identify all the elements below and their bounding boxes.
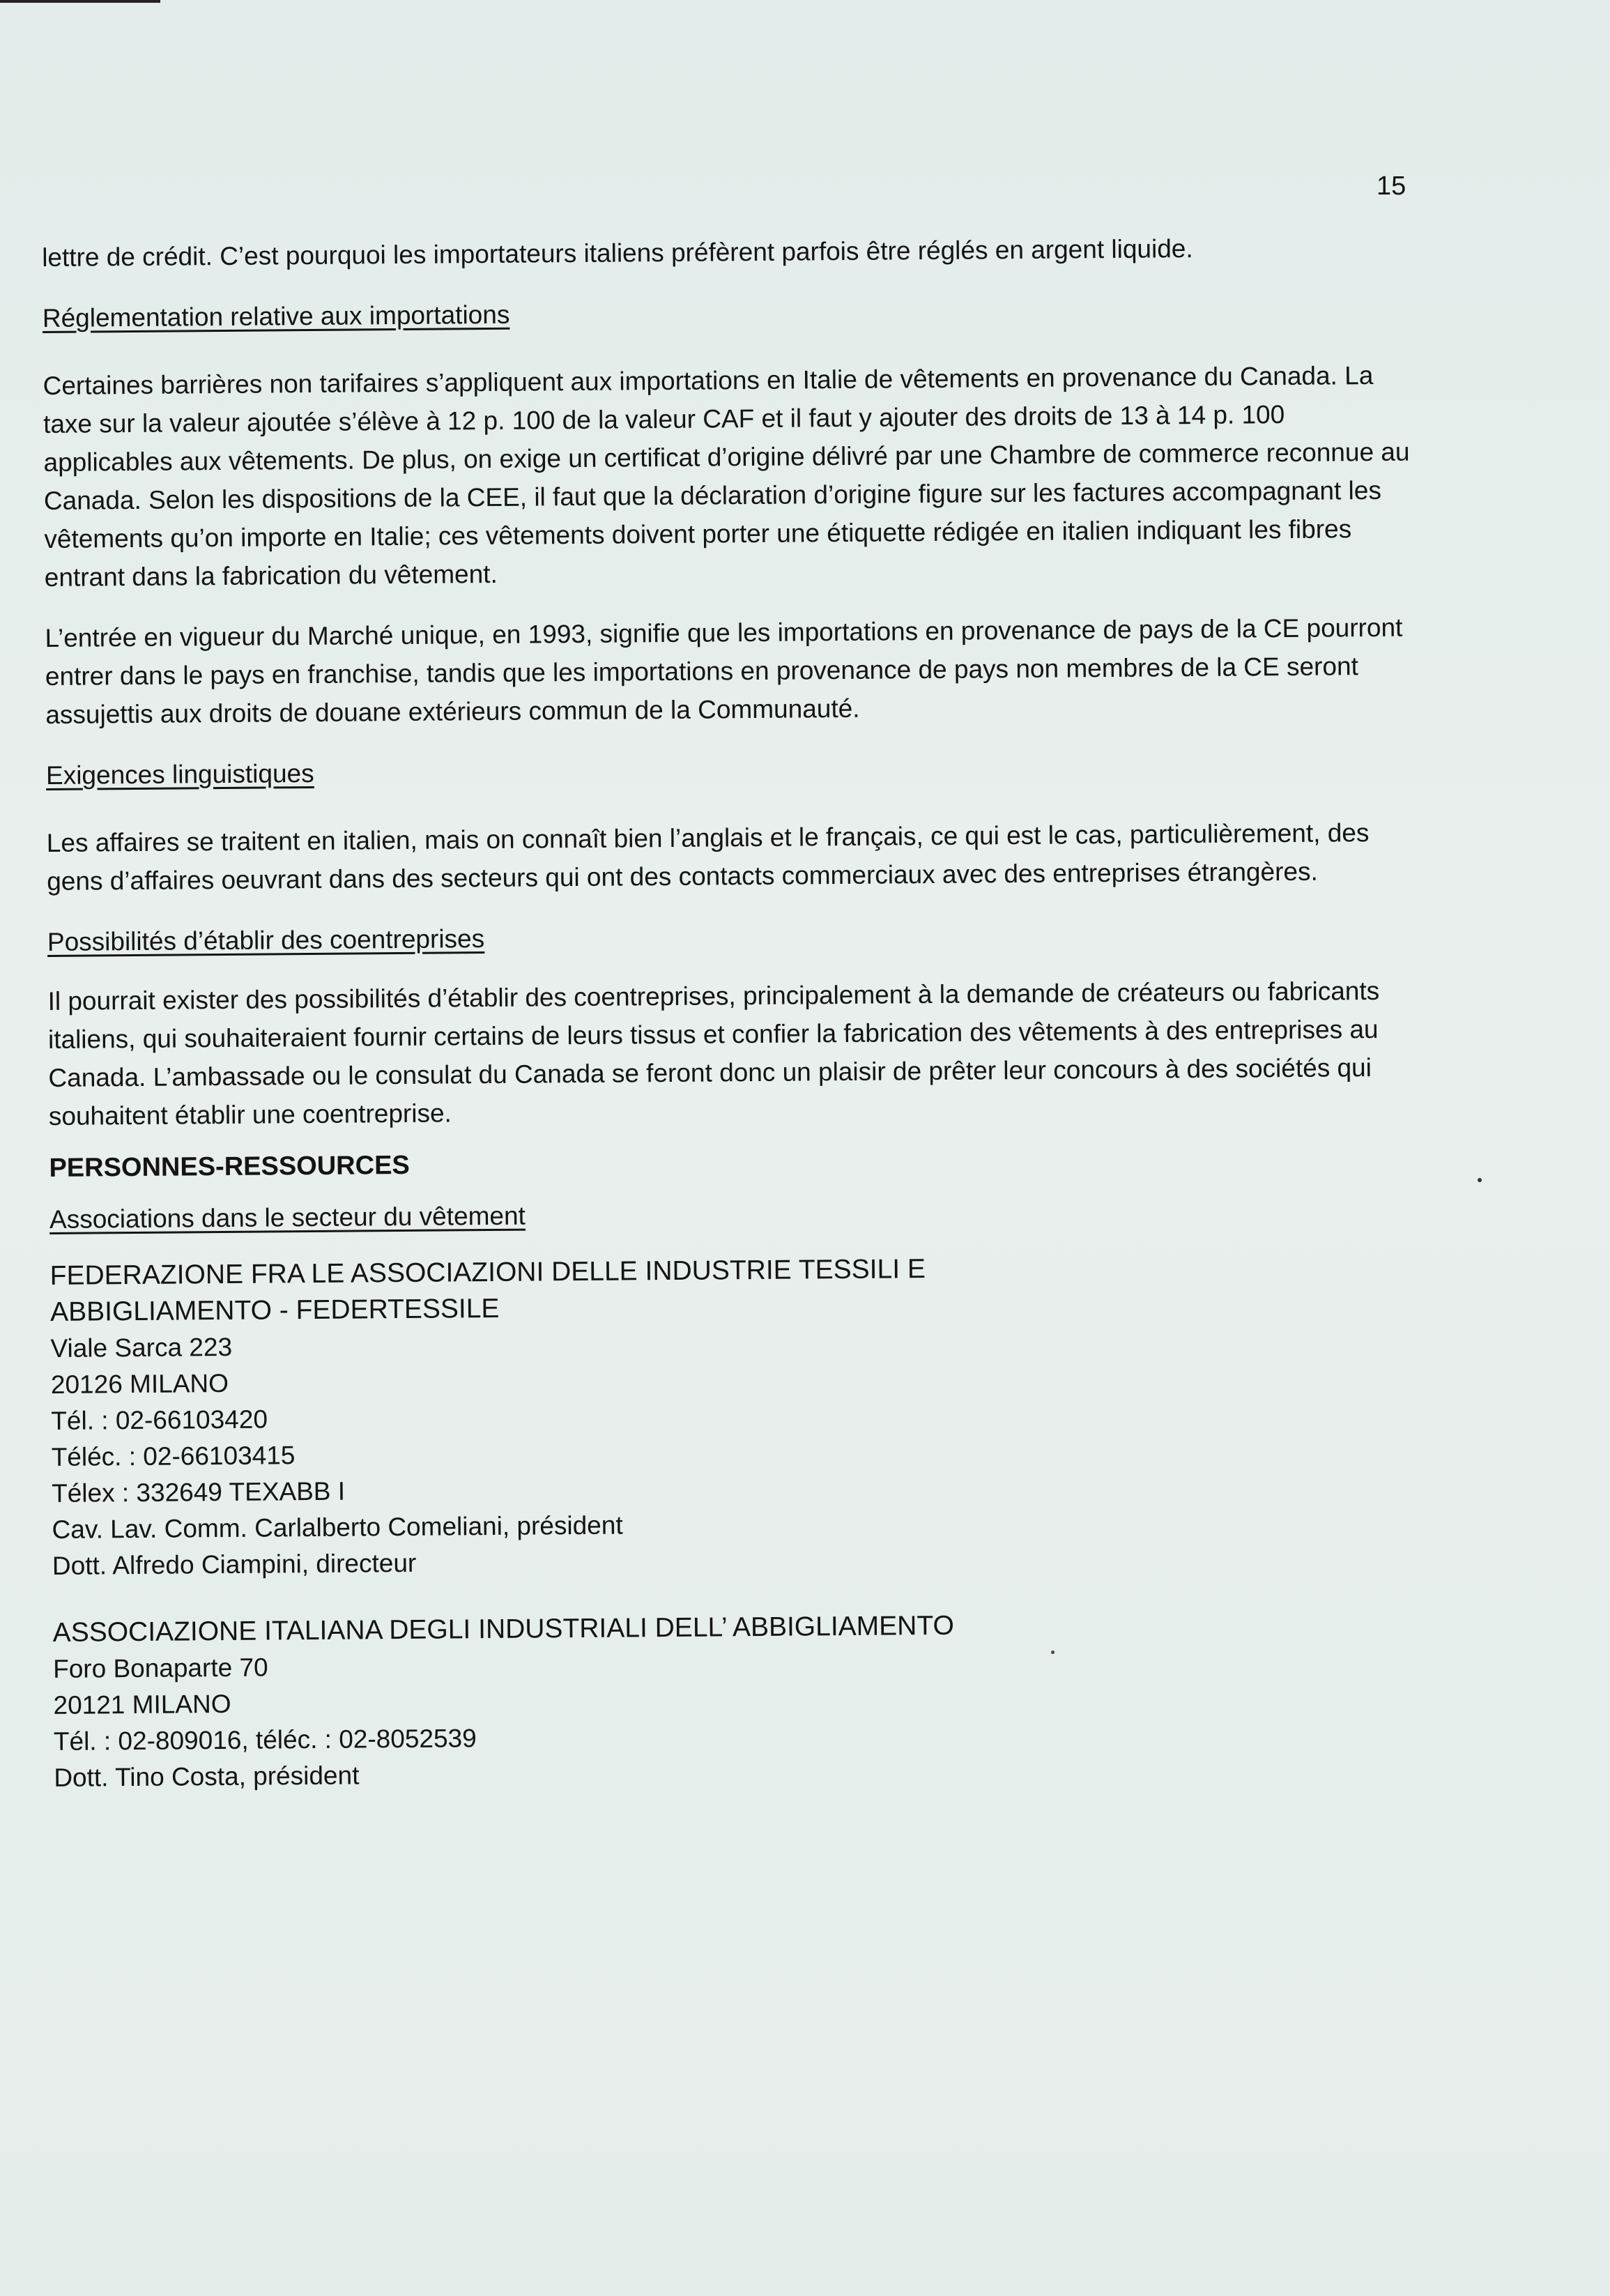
- fax-line: Téléc. : 02-66103415: [51, 1441, 296, 1471]
- address-line: 20121 MILANO: [53, 1689, 231, 1720]
- section-heading: Exigences linguistiques: [45, 758, 314, 790]
- associations-heading: Associations dans le secteur du vêtement: [49, 1201, 526, 1234]
- address-line: Viale Sarca 223: [50, 1332, 233, 1363]
- organization-name: FEDERAZIONE FRA LE ASSOCIAZIONI DELLE INDUSTRIE TESSILI E: [49, 1254, 926, 1291]
- page-number: 15: [1377, 171, 1406, 201]
- contact-person: Dott. Tino Costa, président: [54, 1761, 360, 1792]
- organization-block: [53, 1604, 1431, 1796]
- contact-person: Cav. Lav. Comm. Carlalberto Comeliani, président: [52, 1510, 623, 1544]
- address-line: Foro Bonaparte 70: [52, 1653, 268, 1683]
- paragraph: Il pourrait exister des possibilités d’établir des coentreprises, principalement à la demande de créateurs ou fabricants italiens, qui souhaiteraient fournir certains de leurs tissus et confier la fabrication des vêtements à des entreprises au Canada. L’ambassade ou le consulat du Canada se feront donc un plaisir de prêter leur concours à des sociétés qui souhaitent établir une coentreprise.: [47, 976, 1380, 1131]
- opening-paragraph: lettre de crédit. C’est pourquoi les importateurs italiens préfèrent parfois être réglés en argent liquide.: [42, 234, 1193, 272]
- section-language-requirements: [46, 745, 1424, 901]
- section-heading: Réglementation relative aux importations: [42, 300, 510, 332]
- paragraph: L’entrée en vigueur du Marché unique, en 1993, signifie que les importations en provenance de pays de la CE pourront entrer dans le pays en franchise, tandis que les importations en provenance de pays non membres de la CE seront assujettis aux droits de douane extérieurs commun de la Communauté.: [45, 613, 1403, 729]
- top-rule: [0, 0, 160, 3]
- telex-line: Télex : 332649 TEXABB I: [51, 1476, 346, 1508]
- phone-line: Tél. : 02-66103420: [51, 1405, 268, 1435]
- paragraph: Certaines barrières non tarifaires s’appliquent aux importations en Italie de vêtements en provenance du Canada. La taxe sur la valeur ajoutée s’élève à 12 p. 100 de la valeur CAF et il faut y ajouter des droits de 13 à 14 p. 100 applicables aux vêtements. De plus, on exige un certificat d’origine délivré par une Chambre de commerce reconnue au Canada. Selon les dispositions de la CEE, il faut que la déclaration d’origine figure sur les factures accompagnant les vêtements qu’on importe en Italie; ces vêtements doivent porter une étiquette rédigée en italien indiquant les fibres entrant dans la fabrication du vêtement.: [43, 361, 1410, 592]
- section-import-regulations: [43, 288, 1423, 733]
- address-line: 20126 MILANO: [50, 1368, 229, 1399]
- paragraph: Les affaires se traitent en italien, mais on connaît bien l’anglais et le français, ce qui est le cas, particulièrement, des gens d’affaires oeuvrant dans des secteurs qui ont des contacts commerciaux avec des entreprises étrangères.: [46, 818, 1370, 896]
- speck-mark: [1051, 1651, 1055, 1654]
- organization-block: [49, 1247, 1429, 1584]
- speck-mark: [1478, 1178, 1482, 1182]
- contact-person: Dott. Alfredo Ciampini, directeur: [52, 1548, 417, 1580]
- section-joint-ventures: [47, 912, 1425, 1135]
- page-content: [42, 227, 1431, 1826]
- contacts-title: PERSONNES-RESSOURCES: [49, 1150, 410, 1183]
- section-heading: Possibilités d’établir des coentreprises: [47, 924, 485, 956]
- organization-name: ABBIGLIAMENTO - FEDERTESSILE: [49, 1293, 500, 1327]
- phone-fax-line: Tél. : 02-809016, téléc. : 02-8052539: [53, 1724, 477, 1756]
- organization-name: ASSOCIAZIONE ITALIANA DEGLI INDUSTRIALI DELL’ ABBIGLIAMENTO: [52, 1610, 954, 1648]
